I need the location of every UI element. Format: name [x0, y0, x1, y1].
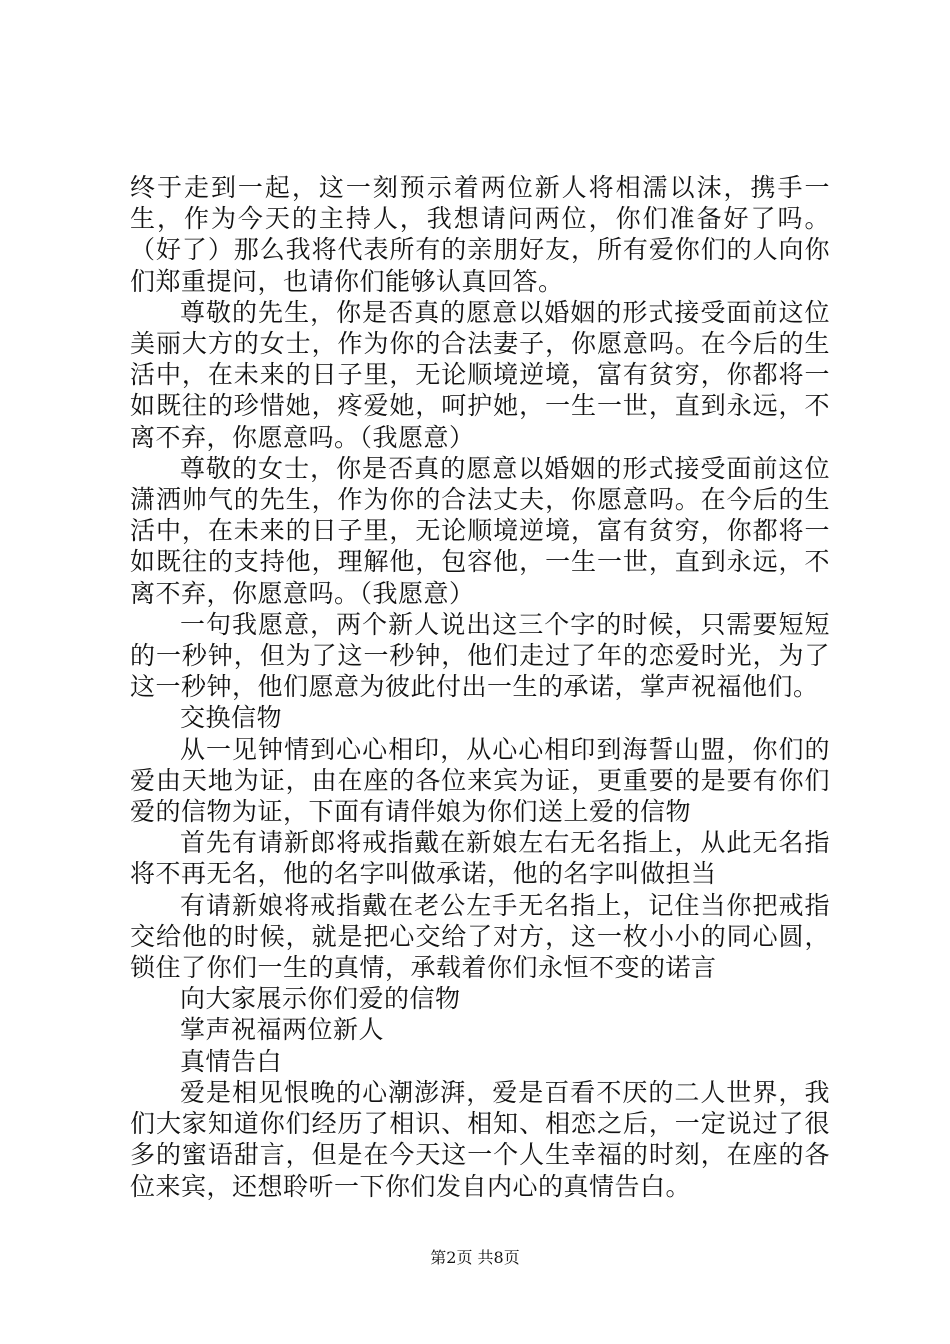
heading-exchange-tokens: 交换信物 [180, 703, 283, 733]
line-show-tokens: 向大家展示你们爱的信物 [180, 984, 461, 1014]
paragraph-tokens-intro: 从一见钟情到心心相印，从心心相印到海誓山盟，你们的爱由天地为证，由在座的各位来宾为证，更重要的是要有你们爱的信物为证，下面有请伴娘为你们送上爱的信物 [130, 734, 830, 827]
paragraph-confession: 爱是相见恨晚的心潮澎湃，爱是百看不厌的二人世界，我们大家知道你们经历了相识、相知、相恋之后，一定说过了很多的蜜语甜言，但是在今天这一个人生幸福的时刻，在座的各位来宾，还想聆听一下你们发自内心的真情告白。 [130, 1077, 830, 1201]
heading-confession: 真情告白 [180, 1046, 283, 1076]
page-number-footer: 第2页 共8页 [430, 1248, 520, 1267]
paragraph-groom-vow: 尊敬的先生，你是否真的愿意以婚姻的形式接受面前这位美丽大方的女士，作为你的合法妻子，你愿意吗。在今后的生活中，在未来的日子里，无论顺境逆境，富有贫穷，你都将一如既往的珍惜她，疼爱她，呵护她，一生一世，直到永远，不离不弃，你愿意吗。（我愿意） [130, 297, 830, 452]
line-applause: 掌声祝福两位新人 [180, 1015, 385, 1045]
paragraph-groom-ring: 首先有请新郎将戒指戴在新娘左右无名指上，从此无名指将不再无名，他的名字叫做承诺，他的名字叫做担当 [130, 828, 830, 889]
paragraph-bride-ring: 有请新娘将戒指戴在老公左手无名指上，记住当你把戒指交给他的时候，就是把心交给了对方，这一枚小小的同心圆，锁住了你们一生的真情，承载着你们永恒不变的诺言 [130, 890, 830, 983]
paragraph-opening: 终于走到一起，这一刻预示着两位新人将相濡以沫，携手一生，作为今天的主持人，我想请问两位，你们准备好了吗。（好了）那么我将代表所有的亲朋好友，所有爱你们的人向你们郑重提问，也请你们能够认真回答。 [130, 173, 830, 296]
paragraph-i-do: 一句我愿意，两个新人说出这三个字的时候，只需要短短的一秒钟，但为了这一秒钟，他们走过了年的恋爱时光，为了这一秒钟，他们愿意为彼此付出一生的承诺，掌声祝福他们。 [130, 609, 830, 702]
paragraph-bride-vow: 尊敬的女士，你是否真的愿意以婚姻的形式接受面前这位潇洒帅气的先生，作为你的合法丈夫，你愿意吗。在今后的生活中，在未来的日子里，无论顺境逆境，富有贫穷，你都将一如既往的支持他，理解他，包容他，一生一世，直到永远，不离不弃，你愿意吗。（我愿意） [130, 453, 830, 608]
document-body [130, 172, 830, 1202]
